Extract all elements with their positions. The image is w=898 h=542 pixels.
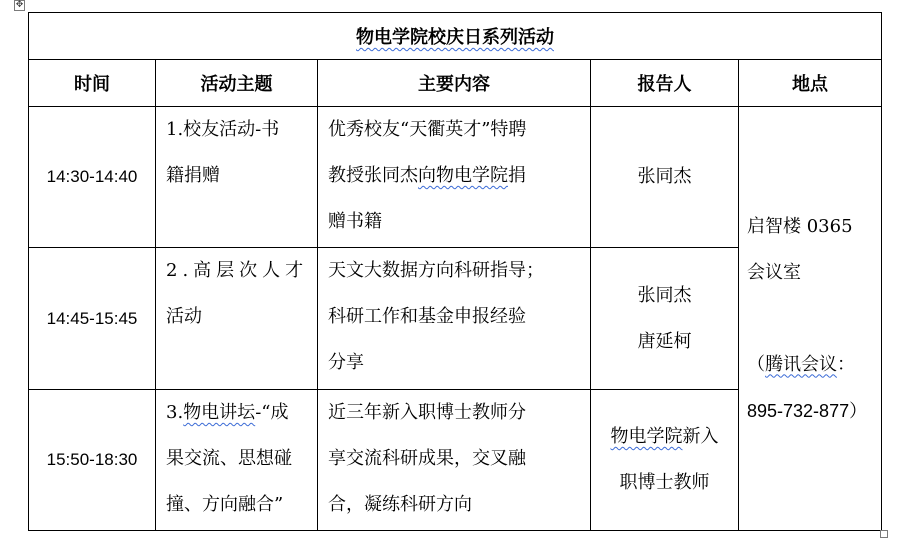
- content-line-part: 教授张同杰: [328, 165, 418, 186]
- content-line: 享交流科研成果，交叉融: [328, 448, 526, 469]
- table-row: [29, 107, 882, 248]
- table-title-text: 物电学院校庆日系列活动: [356, 27, 554, 48]
- content-line: 分享: [328, 352, 364, 373]
- content-line: 合，凝练科研方向: [328, 494, 472, 515]
- title-row: [29, 13, 882, 60]
- time-cell: 15:50-18:30: [29, 390, 156, 531]
- time-cell: 14:45-15:45: [29, 248, 156, 390]
- speaker-cell: [591, 248, 739, 390]
- speaker-cell: [591, 390, 739, 531]
- location-line: 启智楼 0365: [747, 215, 853, 237]
- table-resize-handle[interactable]: [880, 530, 888, 538]
- content-cell: [318, 248, 591, 390]
- speaker-line-part: 新入: [682, 426, 719, 447]
- header-theme: 活动主题: [156, 60, 318, 107]
- header-time: 时间: [29, 60, 156, 107]
- theme-line: 果交流、思想碰: [166, 448, 292, 469]
- speaker-line: 张同杰: [637, 284, 692, 306]
- theme-line: 2.高层次人才: [166, 260, 309, 281]
- activity-table: [28, 12, 882, 531]
- header-content: 主要内容: [318, 60, 591, 107]
- theme-line: 撞、方向融合”: [166, 494, 284, 515]
- location-line-part: 腾讯会议: [765, 353, 837, 375]
- table-title: [29, 13, 882, 60]
- location-line: [747, 296, 873, 342]
- theme-line-part: 物电讲坛: [183, 402, 256, 423]
- content-line: [328, 153, 580, 199]
- header-row: [29, 60, 882, 107]
- theme-cell: [156, 107, 318, 248]
- content-line: 优秀校友“天衢英才”特聘: [328, 119, 527, 140]
- content-cell: [318, 390, 591, 531]
- content-line: 近三年新入职博士教师分: [328, 402, 526, 423]
- content-line: 科研工作和基金申报经验: [328, 306, 526, 327]
- theme-line: 1.校友活动-书: [166, 119, 280, 140]
- time-cell: 14:30-14:40: [29, 107, 156, 248]
- content-line: 天文大数据方向科研指导；: [328, 260, 544, 281]
- header-speaker: 报告人: [591, 60, 739, 107]
- speaker-cell: [591, 107, 739, 248]
- content-line: 赠书籍: [328, 211, 382, 232]
- content-line-part: 捐: [508, 165, 526, 186]
- theme-cell: [156, 390, 318, 531]
- header-location: 地点: [739, 60, 882, 107]
- theme-line: 活动: [166, 306, 202, 327]
- location-cell: [739, 107, 882, 531]
- location-line: 会议室: [747, 261, 801, 283]
- speaker-line: [591, 414, 738, 460]
- speaker-line: 职博士教师: [619, 472, 710, 493]
- theme-line: 籍捐赠: [166, 165, 220, 186]
- table-move-handle[interactable]: ✥: [15, 0, 24, 10]
- theme-cell: [156, 248, 318, 390]
- speaker-line-part: 物电学院: [610, 426, 683, 447]
- content-cell: [318, 107, 591, 248]
- theme-line-part: 3.: [166, 402, 184, 423]
- location-line: 895-732-877）: [747, 400, 868, 421]
- speaker-line: 张同杰: [637, 166, 692, 187]
- location-line: （腾讯会议：: [747, 353, 855, 375]
- theme-line: [166, 390, 307, 436]
- content-line-part: 向物电学院: [418, 165, 508, 186]
- theme-line-part: -“成: [255, 402, 289, 423]
- speaker-line: 唐延柯: [637, 330, 692, 352]
